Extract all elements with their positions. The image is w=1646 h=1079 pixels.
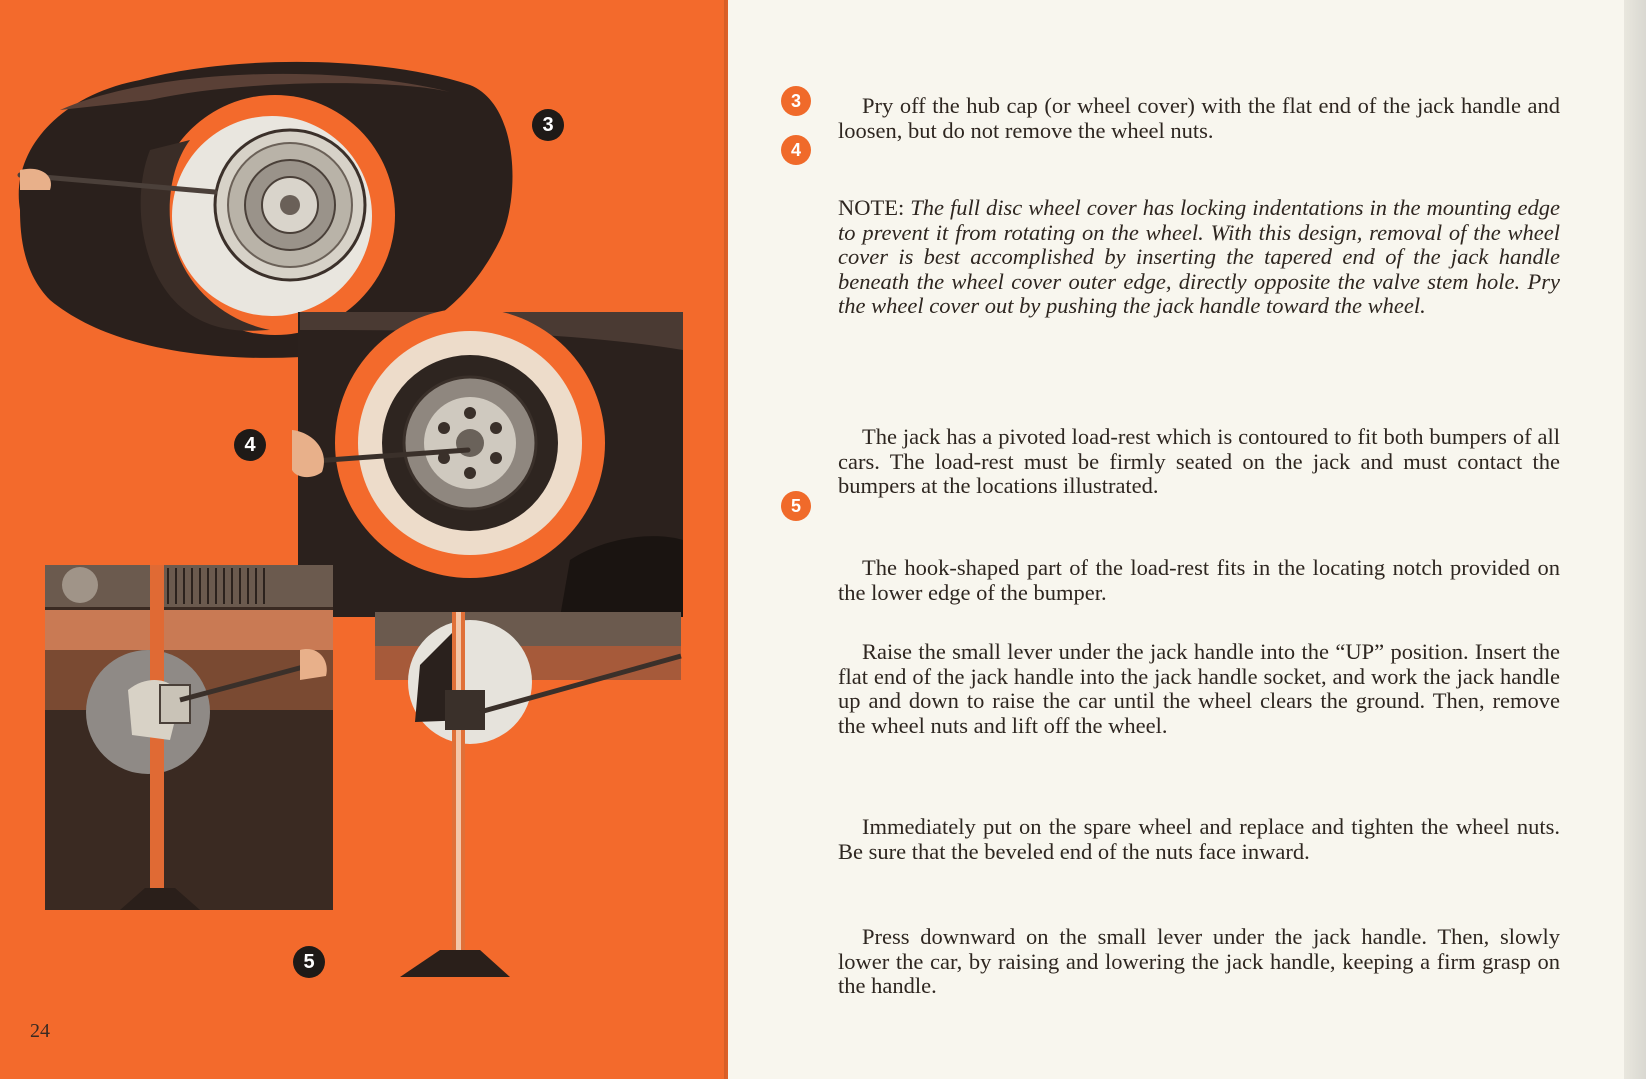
page-edge <box>1624 0 1646 1079</box>
step-5-badge: 5 <box>293 946 325 978</box>
note-label: NOTE: <box>838 195 905 220</box>
paragraph-hook: The hook-shaped part of the load-rest fits in the locating notch provided on the lower edge of the bumper. <box>838 555 1560 605</box>
paragraph-raise: Raise the small lever under the jack handle into the “UP” position. Insert the flat end of the jack handle into the jack handle socket, and work the jack handle up and down to raise the car until the wheel clears the ground. Then, remove the wheel nuts and lift off the wheel. <box>838 639 1560 738</box>
front-bumper-jack-illustration <box>45 565 333 910</box>
step-4-badge: 4 <box>234 429 266 461</box>
paragraph-spare-wheel: Immediately put on the spare wheel and replace and tighten the wheel nuts. Be sure that the beveled end of the nuts face inward. <box>838 814 1560 864</box>
wheel-and-jack-illustrations <box>0 0 728 1079</box>
wheel-nut-loosening-illustration <box>292 308 683 617</box>
side-badge-4: 4 <box>781 135 811 165</box>
side-badge-3: 3 <box>781 86 811 116</box>
side-badge-5: 5 <box>781 491 811 521</box>
right-page-text <box>728 0 1646 1079</box>
paragraph-hubcap: Pry off the hub cap (or wheel cover) with the flat end of the jack handle and loosen, but do not remove the wheel nuts. <box>838 93 1560 143</box>
step-3-badge: 3 <box>532 109 564 141</box>
note-text: The full disc wheel cover has locking indentations in the mounting edge to prevent it from rotating on the wheel. With this design, removal of the wheel cover is best accomplished by inserting the tapered end of the jack handle beneath the wheel cover outer edge, directly opposite the valve stem hole. Pry the wheel cover out by pushing the jack handle toward the wheel. <box>838 195 1561 318</box>
note-paragraph <box>838 196 1560 319</box>
rear-bumper-jack-illustration <box>375 612 681 977</box>
page-number: 24 <box>30 1020 50 1042</box>
paragraph-lower-car: Press downward on the small lever under the jack handle. Then, slowly lower the car, by raising and lowering the jack handle, keeping a firm grasp on the handle. <box>838 924 1560 998</box>
paragraph-load-rest: The jack has a pivoted load-rest which is contoured to fit both bumpers of all cars. The load-rest must be firmly seated on the jack and must contact the bumpers at the locations illustrated. <box>838 424 1560 498</box>
left-page-illustrations <box>0 0 728 1079</box>
